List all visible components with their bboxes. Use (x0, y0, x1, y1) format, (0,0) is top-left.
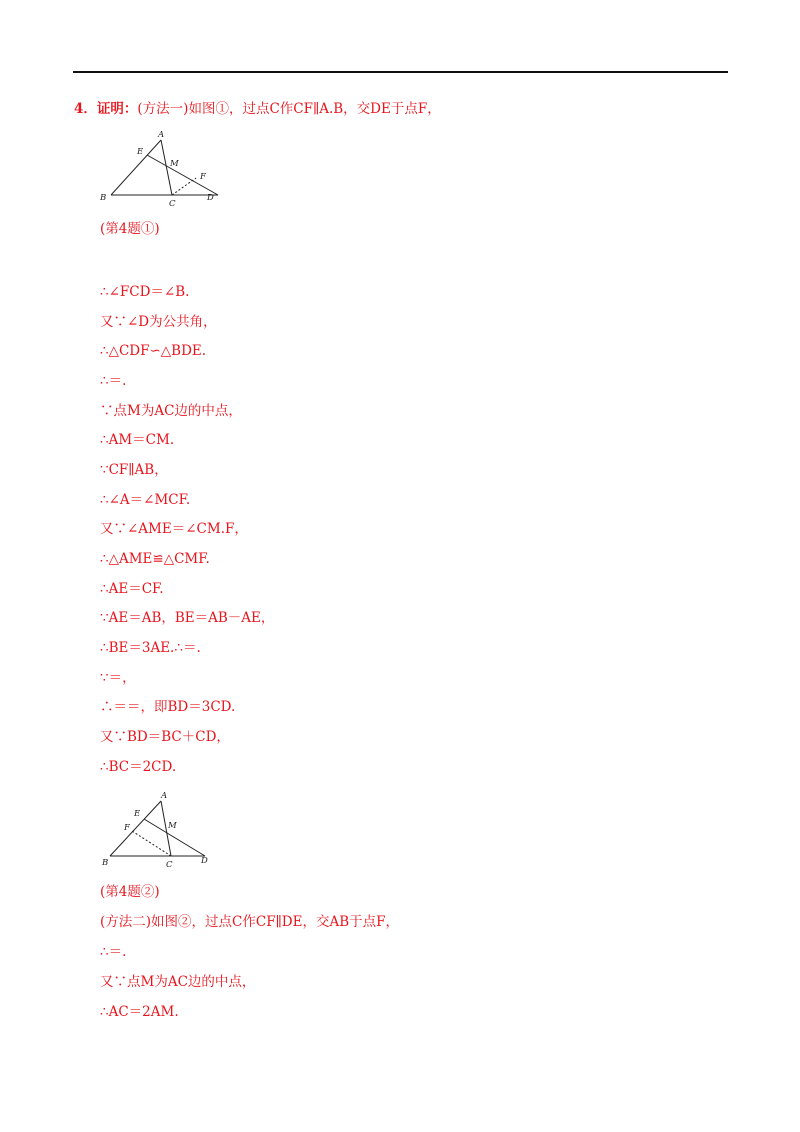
proof-line: (方法二)如图②，过点C作CF∥DE，交AB于点F， (100, 914, 400, 930)
fig2-label-c: C (166, 860, 173, 870)
figure-1-caption: (第4题①) (100, 221, 160, 237)
figure-2-caption: (第4题②) (100, 884, 160, 900)
problem-number: 4． (74, 101, 97, 117)
proof-line: ∵CF∥AB， (100, 462, 168, 478)
figure-2 (100, 790, 230, 872)
fig1-label-d: D (207, 193, 214, 203)
proof-line: 又∵∠D为公共角， (100, 314, 217, 330)
fig1-label-f: F (200, 172, 206, 182)
proof-line: ∴∠FCD＝∠B. (100, 284, 190, 300)
proof-line: ∵AE＝AB，BE＝AB－AE， (100, 610, 275, 626)
fig1-segment-ba (111, 140, 161, 195)
proof-line: ∴＝. (100, 373, 127, 389)
proof-line: ∵＝， (100, 670, 136, 686)
fig1-label-e: E (137, 147, 144, 157)
fig1-segment-cf (172, 178, 196, 195)
fig1-label-b: B (100, 193, 107, 203)
proof-line: 又∵点M为AC边的中点， (100, 974, 256, 990)
fig1-segment-ed (147, 155, 218, 195)
fig2-label-d: D (201, 856, 208, 866)
fig1-label-m: M (170, 159, 179, 169)
proof-line: ∵点M为AC边的中点， (100, 403, 242, 419)
proof-line: ∴△AME≌△CMF. (100, 551, 210, 567)
fig2-label-a: A (161, 791, 168, 801)
fig1-label-a: A (158, 130, 165, 140)
proof-line: 又∵BD＝BC＋CD， (100, 729, 230, 745)
fig2-label-b: B (102, 858, 109, 868)
top-rule (73, 71, 728, 73)
fig1-label-c: C (169, 199, 176, 209)
heading-text: (方法一)如图①，过点C作CF∥A.B，交DE于点F， (137, 101, 441, 117)
proof-line: ∴BE＝3AE.∴＝. (100, 640, 201, 656)
proof-line: ∴AC＝2AM. (100, 1004, 179, 1020)
fig2-label-f: F (124, 823, 130, 833)
proof-line: ∴＝＝，即BD＝3CD. (100, 699, 236, 715)
proof-line: ∴AE＝CF. (100, 581, 164, 597)
problem-heading (74, 100, 441, 118)
proof-line: ∴＝. (100, 944, 127, 960)
proof-line: ∴∠A＝∠MCF. (100, 492, 191, 508)
proof-line: ∴BC＝2CD. (100, 759, 177, 775)
proof-line: ∴AM＝CM. (100, 432, 175, 448)
proof-line: 又∵∠AME＝∠CM.F， (100, 521, 248, 537)
figure-1 (100, 128, 230, 210)
proof-keyword: 证明： (96, 101, 138, 117)
fig2-label-m: M (168, 821, 177, 831)
fig2-label-e: E (134, 809, 141, 819)
proof-line: ∴△CDF∽△BDE. (100, 343, 207, 359)
fig2-segment-cf (132, 831, 171, 856)
